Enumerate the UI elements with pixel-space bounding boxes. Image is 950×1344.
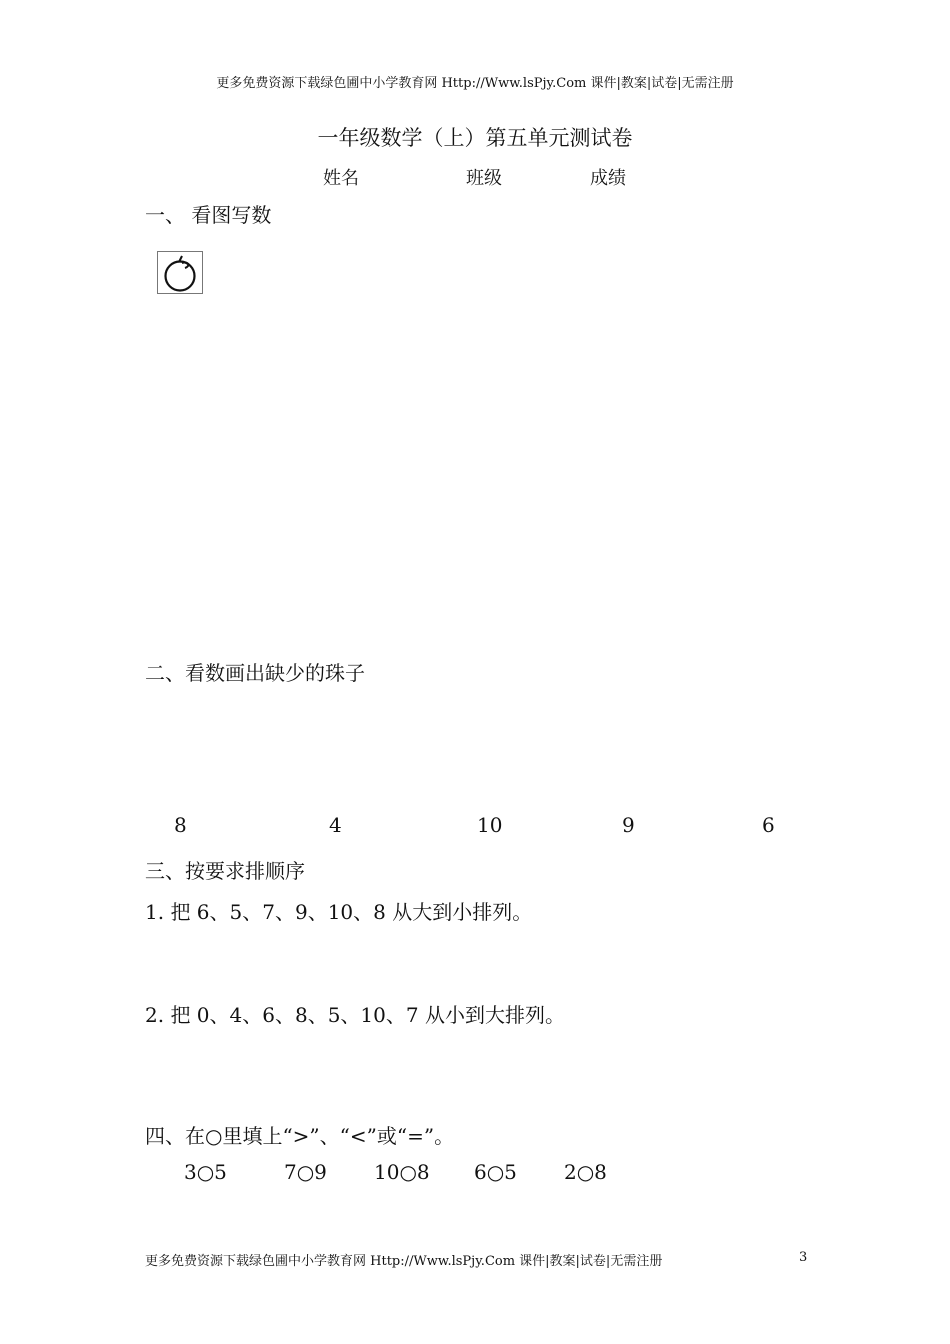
bead-number-3: 10	[477, 813, 503, 837]
page-header: 更多免费资源下载绿色圃中小学教育网 Http://Www.lsPjy.Com 课件|教案|试卷|无需注册	[216, 76, 734, 91]
sort-task-2: 2. 把 0、4、6、8、5、10、7 从小到大排列。	[145, 1003, 565, 1027]
bead-number-5: 6	[762, 813, 775, 837]
bead-number-1: 8	[174, 813, 187, 837]
compare-item-1: 3○5	[184, 1160, 227, 1184]
score-label: 成绩	[590, 168, 626, 189]
section-2-heading: 二、看数画出缺少的珠子	[145, 661, 365, 685]
compare-item-4: 6○5	[474, 1160, 517, 1184]
name-label: 姓名	[323, 168, 359, 189]
compare-item-2: 7○9	[284, 1160, 327, 1184]
bead-number-4: 9	[622, 813, 635, 837]
class-label: 班级	[466, 168, 502, 189]
page-number: 3	[799, 1250, 808, 1265]
compare-item-5: 2○8	[564, 1160, 607, 1184]
section-4-heading: 四、在○里填上“>”、“<”或“=”。	[145, 1124, 455, 1148]
section-3-heading: 三、按要求排顺序	[145, 859, 305, 883]
bead-number-2: 4	[329, 813, 342, 837]
page-title: 一年级数学（上）第五单元测试卷	[317, 126, 633, 150]
sort-task-1: 1. 把 6、5、7、9、10、8 从大到小排列。	[145, 900, 533, 924]
page-footer: 更多免费资源下载绿色圃中小学教育网 Http://Www.lsPjy.Com 课件|教案|试卷|无需注册	[145, 1254, 663, 1269]
compare-item-3: 10○8	[374, 1160, 430, 1184]
section-1-heading: 一、 看图写数	[145, 203, 272, 227]
apple-icon	[157, 251, 203, 294]
